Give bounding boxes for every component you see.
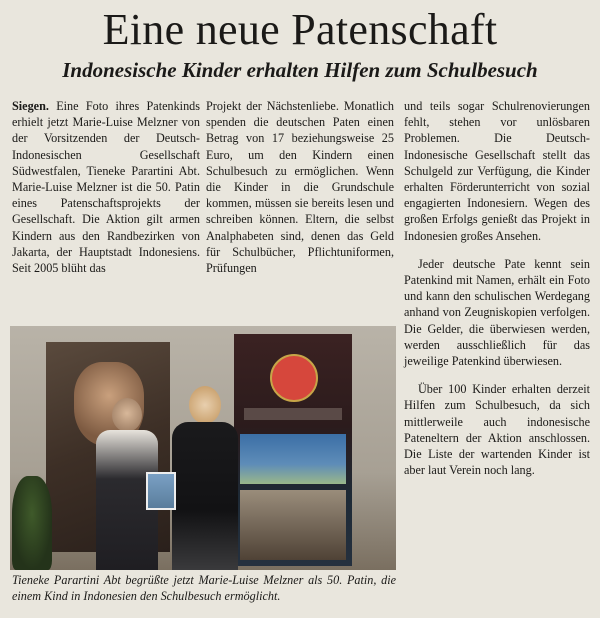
- article-column-1: [12, 98, 200, 276]
- poster-society-banner: [234, 334, 352, 566]
- article-text-col1: Eine Foto ihres Patenkinds erhielt jetzt Marie-Luise Melzner von der Vorsitzenden der Deutsch-Indonesischen Gesellschaft Südwestfalen, Tieneke Parartini Abt. Marie-Luise Melzner ist die 50. Patin eines Patenschaftsprojekts der Gesellschaft. Die Aktion gilt armen Kindern aus den Randbezirken von Jakarta, der Hauptstadt Indonesiens. Seit 2005 blüht das: [12, 99, 200, 276]
- article-text-col2: Projekt der Nächstenliebe. Monatlich spenden die deutschen Paten einen Betrag von 17 beziehungsweise 25 Euro, um den Kindern einen Schulbesuch zu ermöglichen. Wenn die Kinder in die Grundschule kommen, müssen sie bereits lesen und schreiben können. Eltern, die selbst Analphabeten sind, denen das Geld für Schulbücher, Pflichtuniformen, Prüfungen: [206, 99, 394, 276]
- article-paragraph-3a: und teils sogar Schulrenovierungen fehlt, stehen vor unlösbaren Problemen. Die Deutsch-Indonesische Gesellschaft stellt das Schulgeld zur Verfügung, die Kinder erhalten Förderunterricht von sozial engagierten Indonesiern. Wegen des großen Erfolgs genießt das Projekt in Indonesien großes Ansehen.: [404, 99, 590, 243]
- article-column-3: [404, 98, 590, 478]
- society-emblem-icon: [270, 354, 318, 402]
- photo-caption: Tieneke Parartini Abt begrüßte jetzt Marie-Luise Melzner als 50. Patin, die einem Kind in Indonesien den Schulbesuch ermöglicht.: [12, 573, 396, 604]
- dateline: Siegen.: [12, 99, 49, 113]
- headline: Eine neue Patenschaft: [102, 5, 498, 54]
- potted-plant: [12, 476, 52, 570]
- banner-label: [244, 408, 342, 420]
- person-right: [172, 386, 238, 570]
- article-column-2: [206, 98, 394, 276]
- subheadline: Indonesische Kinder erhalten Hilfen zum Schulbesuch: [62, 58, 538, 82]
- banner-children-photo: [240, 490, 346, 560]
- banner-landscape: [240, 434, 346, 484]
- article-paragraph-3b: Jeder deutsche Pate kennt sein Patenkind mit Namen, erhält ein Foto und kann den schulischen Werdegang anhand von Zeugniskopien verfolgen. Die Gelder, die überwiesen werden, werden ausschließlich für das jeweilige Patenkind überwiesen.: [404, 256, 590, 369]
- framed-photo-gift: [146, 472, 176, 510]
- article-photo: [10, 326, 396, 570]
- article-paragraph-3c: Über 100 Kinder erhalten derzeit Hilfen zum Schulbesuch, da sich mittlerweile auch indonesische Pateneltern der Aktion anschlossen. Die Liste der wartenden Kinder ist aber laut Verein noch lang.: [404, 382, 590, 478]
